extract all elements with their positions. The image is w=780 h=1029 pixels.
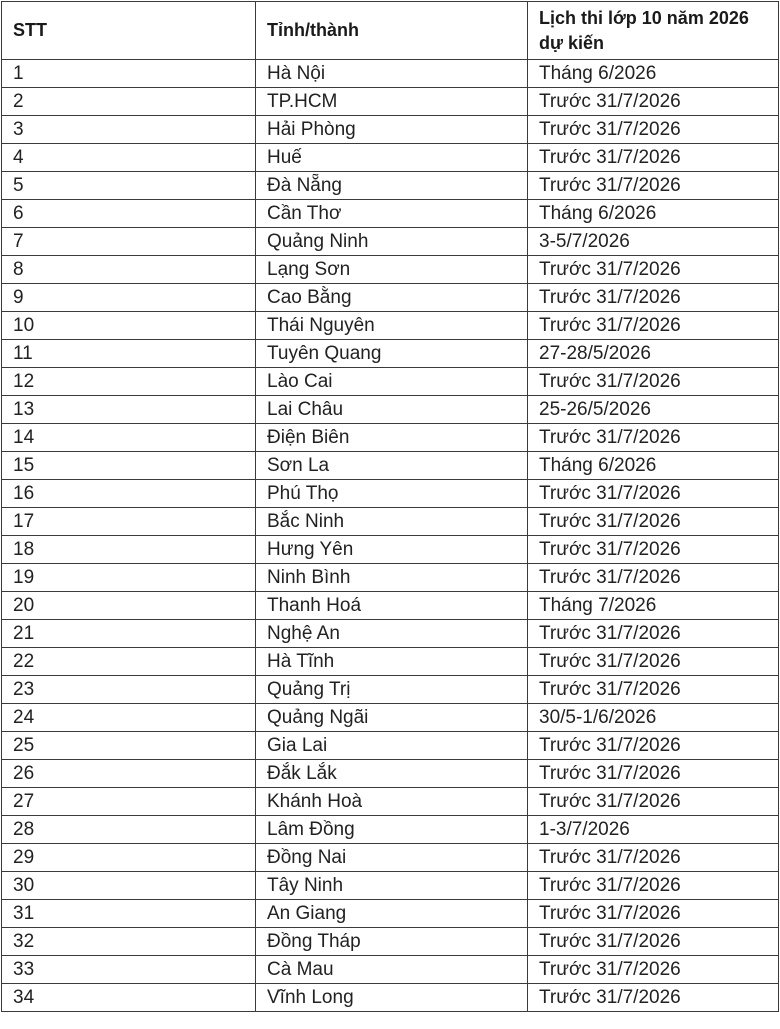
cell-schedule: Trước 31/7/2026 xyxy=(528,872,779,900)
cell-stt: 9 xyxy=(2,284,256,312)
cell-schedule: Trước 31/7/2026 xyxy=(528,564,779,592)
cell-province: Lai Châu xyxy=(256,396,528,424)
cell-stt: 8 xyxy=(2,256,256,284)
cell-province: Cần Thơ xyxy=(256,200,528,228)
cell-stt: 6 xyxy=(2,200,256,228)
cell-province: Tuyên Quang xyxy=(256,340,528,368)
cell-schedule: 30/5-1/6/2026 xyxy=(528,704,779,732)
cell-stt: 34 xyxy=(2,984,256,1012)
cell-stt: 28 xyxy=(2,816,256,844)
table-row xyxy=(2,648,779,676)
cell-schedule: Trước 31/7/2026 xyxy=(528,368,779,396)
table-row xyxy=(2,872,779,900)
cell-schedule: Tháng 6/2026 xyxy=(528,452,779,480)
cell-stt: 33 xyxy=(2,956,256,984)
cell-province: Hà Tĩnh xyxy=(256,648,528,676)
cell-schedule: Trước 31/7/2026 xyxy=(528,480,779,508)
table-row xyxy=(2,144,779,172)
cell-stt: 5 xyxy=(2,172,256,200)
table-row xyxy=(2,116,779,144)
header-province: Tỉnh/thành xyxy=(256,2,528,60)
cell-schedule: Trước 31/7/2026 xyxy=(528,928,779,956)
header-schedule: Lịch thi lớp 10 năm 2026 dự kiến xyxy=(528,2,779,60)
table-row xyxy=(2,312,779,340)
cell-province: Hưng Yên xyxy=(256,536,528,564)
cell-province: Lâm Đồng xyxy=(256,816,528,844)
cell-stt: 23 xyxy=(2,676,256,704)
cell-province: Sơn La xyxy=(256,452,528,480)
table-row xyxy=(2,732,779,760)
cell-province: Điện Biên xyxy=(256,424,528,452)
table-row xyxy=(2,172,779,200)
cell-schedule: Trước 31/7/2026 xyxy=(528,732,779,760)
cell-province: Bắc Ninh xyxy=(256,508,528,536)
cell-stt: 10 xyxy=(2,312,256,340)
cell-schedule: Tháng 6/2026 xyxy=(528,200,779,228)
cell-schedule: Trước 31/7/2026 xyxy=(528,116,779,144)
cell-stt: 3 xyxy=(2,116,256,144)
table-body xyxy=(2,60,779,1012)
table-row xyxy=(2,620,779,648)
cell-stt: 13 xyxy=(2,396,256,424)
table-row xyxy=(2,984,779,1012)
cell-schedule: Trước 31/7/2026 xyxy=(528,844,779,872)
cell-schedule: 3-5/7/2026 xyxy=(528,228,779,256)
cell-schedule: 27-28/5/2026 xyxy=(528,340,779,368)
cell-stt: 18 xyxy=(2,536,256,564)
header-row xyxy=(2,2,779,60)
cell-schedule: Trước 31/7/2026 xyxy=(528,508,779,536)
cell-schedule: Trước 31/7/2026 xyxy=(528,900,779,928)
cell-schedule: Trước 31/7/2026 xyxy=(528,144,779,172)
cell-schedule: Trước 31/7/2026 xyxy=(528,788,779,816)
cell-province: Tây Ninh xyxy=(256,872,528,900)
table-row xyxy=(2,592,779,620)
cell-stt: 14 xyxy=(2,424,256,452)
cell-province: Thanh Hoá xyxy=(256,592,528,620)
cell-province: Ninh Bình xyxy=(256,564,528,592)
table-row xyxy=(2,480,779,508)
cell-province: TP.HCM xyxy=(256,88,528,116)
cell-stt: 4 xyxy=(2,144,256,172)
table-row xyxy=(2,340,779,368)
cell-province: Lào Cai xyxy=(256,368,528,396)
cell-stt: 26 xyxy=(2,760,256,788)
cell-stt: 27 xyxy=(2,788,256,816)
cell-province: Hải Phòng xyxy=(256,116,528,144)
table-row xyxy=(2,508,779,536)
cell-province: Khánh Hoà xyxy=(256,788,528,816)
cell-province: Phú Thọ xyxy=(256,480,528,508)
cell-stt: 32 xyxy=(2,928,256,956)
cell-schedule: Trước 31/7/2026 xyxy=(528,424,779,452)
table-row xyxy=(2,424,779,452)
cell-schedule: Trước 31/7/2026 xyxy=(528,676,779,704)
exam-schedule-container xyxy=(1,1,779,1012)
cell-schedule: Trước 31/7/2026 xyxy=(528,760,779,788)
table-row xyxy=(2,60,779,88)
table-row xyxy=(2,452,779,480)
table-row xyxy=(2,536,779,564)
cell-province: Cà Mau xyxy=(256,956,528,984)
cell-schedule: Trước 31/7/2026 xyxy=(528,956,779,984)
cell-stt: 11 xyxy=(2,340,256,368)
cell-stt: 20 xyxy=(2,592,256,620)
cell-stt: 30 xyxy=(2,872,256,900)
cell-province: Cao Bằng xyxy=(256,284,528,312)
cell-schedule: Trước 31/7/2026 xyxy=(528,984,779,1012)
cell-province: Quảng Ninh xyxy=(256,228,528,256)
cell-province: Gia Lai xyxy=(256,732,528,760)
cell-schedule: 25-26/5/2026 xyxy=(528,396,779,424)
cell-schedule: Tháng 6/2026 xyxy=(528,60,779,88)
cell-province: Thái Nguyên xyxy=(256,312,528,340)
table-header xyxy=(2,2,779,60)
table-row xyxy=(2,256,779,284)
cell-province: Vĩnh Long xyxy=(256,984,528,1012)
table-row xyxy=(2,200,779,228)
cell-province: Huế xyxy=(256,144,528,172)
header-stt: STT xyxy=(2,2,256,60)
cell-stt: 15 xyxy=(2,452,256,480)
cell-schedule: Tháng 7/2026 xyxy=(528,592,779,620)
cell-schedule: Trước 31/7/2026 xyxy=(528,172,779,200)
cell-schedule: Trước 31/7/2026 xyxy=(528,284,779,312)
table-row xyxy=(2,88,779,116)
cell-schedule: Trước 31/7/2026 xyxy=(528,648,779,676)
cell-stt: 1 xyxy=(2,60,256,88)
cell-schedule: Trước 31/7/2026 xyxy=(528,88,779,116)
cell-stt: 22 xyxy=(2,648,256,676)
table-row xyxy=(2,760,779,788)
table-row xyxy=(2,788,779,816)
cell-province: Quảng Trị xyxy=(256,676,528,704)
cell-stt: 25 xyxy=(2,732,256,760)
cell-province: Đồng Nai xyxy=(256,844,528,872)
cell-province: Nghệ An xyxy=(256,620,528,648)
cell-province: Hà Nội xyxy=(256,60,528,88)
cell-stt: 16 xyxy=(2,480,256,508)
table-row xyxy=(2,900,779,928)
cell-stt: 17 xyxy=(2,508,256,536)
cell-schedule: 1-3/7/2026 xyxy=(528,816,779,844)
table-row xyxy=(2,396,779,424)
cell-province: Quảng Ngãi xyxy=(256,704,528,732)
cell-stt: 7 xyxy=(2,228,256,256)
cell-province: Đà Nẵng xyxy=(256,172,528,200)
cell-schedule: Trước 31/7/2026 xyxy=(528,312,779,340)
table-row xyxy=(2,844,779,872)
table-row xyxy=(2,228,779,256)
cell-stt: 24 xyxy=(2,704,256,732)
cell-stt: 31 xyxy=(2,900,256,928)
cell-province: Lạng Sơn xyxy=(256,256,528,284)
cell-province: Đắk Lắk xyxy=(256,760,528,788)
exam-schedule-table xyxy=(1,1,779,1012)
cell-stt: 19 xyxy=(2,564,256,592)
table-row xyxy=(2,956,779,984)
table-row xyxy=(2,676,779,704)
cell-stt: 21 xyxy=(2,620,256,648)
table-row xyxy=(2,928,779,956)
cell-stt: 2 xyxy=(2,88,256,116)
cell-province: An Giang xyxy=(256,900,528,928)
table-row xyxy=(2,816,779,844)
table-row xyxy=(2,564,779,592)
table-row xyxy=(2,704,779,732)
cell-stt: 12 xyxy=(2,368,256,396)
cell-schedule: Trước 31/7/2026 xyxy=(528,536,779,564)
table-row xyxy=(2,368,779,396)
cell-schedule: Trước 31/7/2026 xyxy=(528,620,779,648)
cell-province: Đồng Tháp xyxy=(256,928,528,956)
cell-schedule: Trước 31/7/2026 xyxy=(528,256,779,284)
cell-stt: 29 xyxy=(2,844,256,872)
table-row xyxy=(2,284,779,312)
